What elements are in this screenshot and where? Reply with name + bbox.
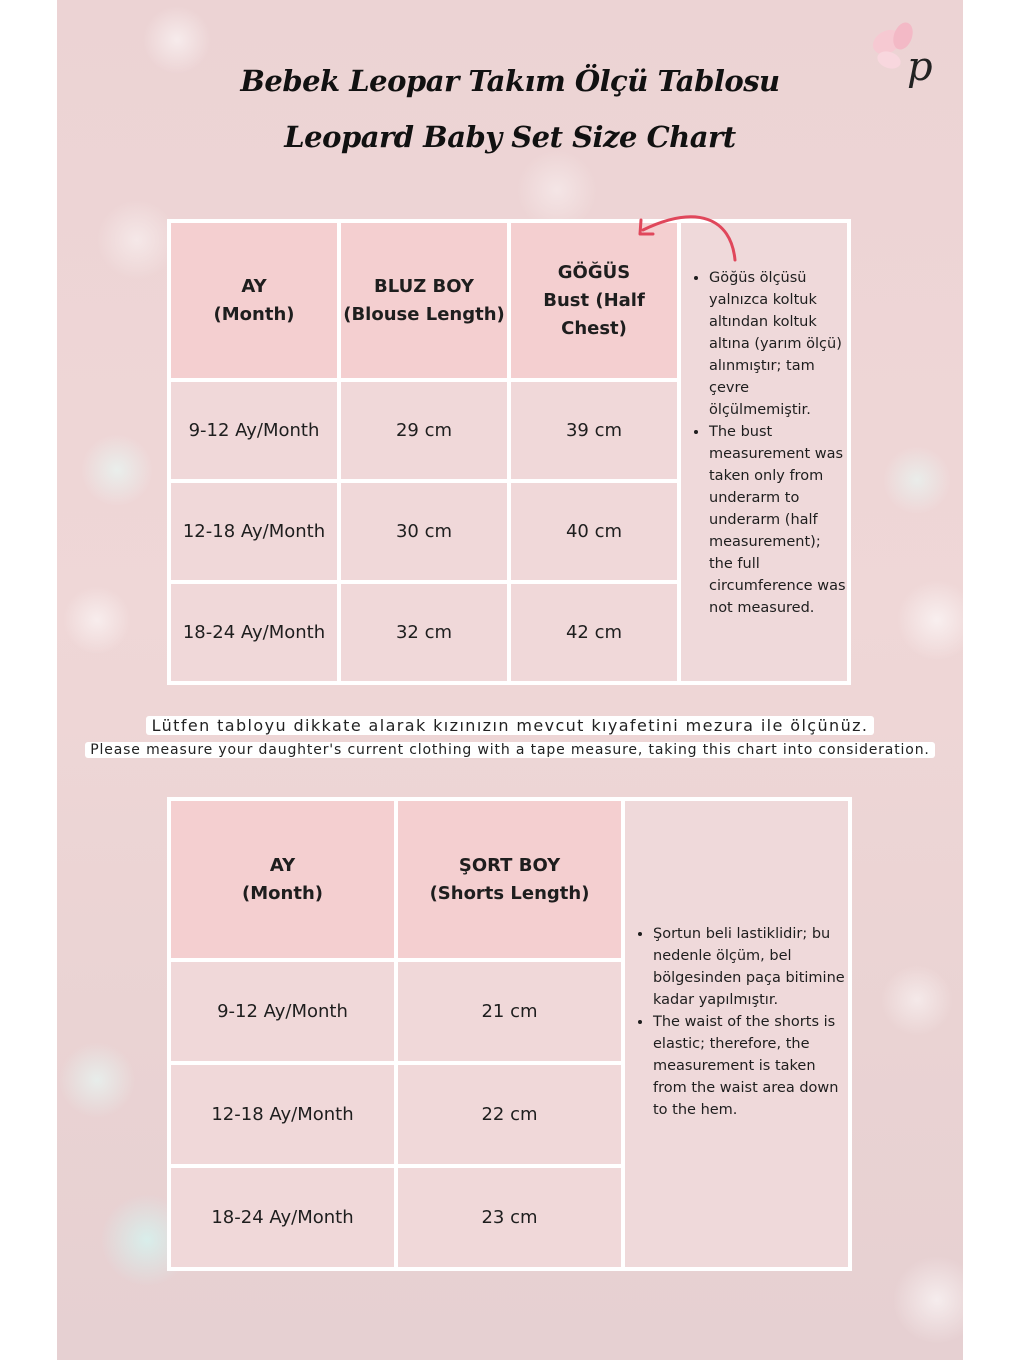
- cell-age: 18-24 Ay/Month: [171, 584, 337, 681]
- note-item: • The bust measurement was taken only from underarm to underarm (half measurement); the full circumference was not measured.: [709, 421, 847, 619]
- cell-length: 22 cm: [398, 1065, 621, 1164]
- cell-bust: 39 cm: [511, 382, 677, 479]
- curved-arrow-icon: [627, 198, 747, 268]
- cell-age: 12-18 Ay/Month: [171, 483, 337, 580]
- svg-text:p: p: [907, 44, 933, 88]
- shorts-size-table: [167, 797, 852, 1271]
- bust-note: [681, 223, 847, 681]
- cell-length: 21 cm: [398, 962, 621, 1061]
- note-item: • Şortun beli lastiklidir; bu nedenle ölçüm, bel bölgesinden paça bitimine kadar yapılmıştır.: [653, 923, 848, 1011]
- header-bust: GÖĞÜS Bust (Half Chest): [511, 223, 677, 378]
- cell-age: 9-12 Ay/Month: [171, 962, 394, 1061]
- size-chart-page: [57, 0, 963, 1360]
- cell-age: 9-12 Ay/Month: [171, 382, 337, 479]
- blouse-size-table: [167, 219, 851, 685]
- note-item: • Göğüs ölçüsü yalnızca koltuk altından koltuk altına (yarım ölçü) alınmıştır; tam çevre ölçülmemiştir.: [709, 267, 847, 421]
- header-month: AY (Month): [171, 801, 394, 958]
- cell-length: 29 cm: [341, 382, 507, 479]
- cell-length: 32 cm: [341, 584, 507, 681]
- cell-bust: 42 cm: [511, 584, 677, 681]
- cell-length: 30 cm: [341, 483, 507, 580]
- cell-bust: 40 cm: [511, 483, 677, 580]
- instruction-turkish: Lütfen tabloyu dikkate alarak kızınızın mevcut kıyafetini mezura ile ölçünüz.: [57, 716, 963, 735]
- cell-length: 23 cm: [398, 1168, 621, 1267]
- shorts-note: [625, 801, 848, 1267]
- page-title-turkish: Bebek Leopar Takım Ölçü Tablosu: [240, 64, 780, 98]
- instruction-english: Please measure your daughter's current clothing with a tape measure, taking this chart into consideration.: [57, 742, 963, 758]
- header-month: AY (Month): [171, 223, 337, 378]
- page-title-english: Leopard Baby Set Size Chart: [284, 120, 736, 154]
- cell-age: 18-24 Ay/Month: [171, 1168, 394, 1267]
- header-blouse-length: BLUZ BOY (Blouse Length): [341, 223, 507, 378]
- note-item: • The waist of the shorts is elastic; therefore, the measurement is taken from the waist area down to the hem.: [653, 1011, 848, 1121]
- header-shorts-length: ŞORT BOY (Shorts Length): [398, 801, 621, 958]
- cell-age: 12-18 Ay/Month: [171, 1065, 394, 1164]
